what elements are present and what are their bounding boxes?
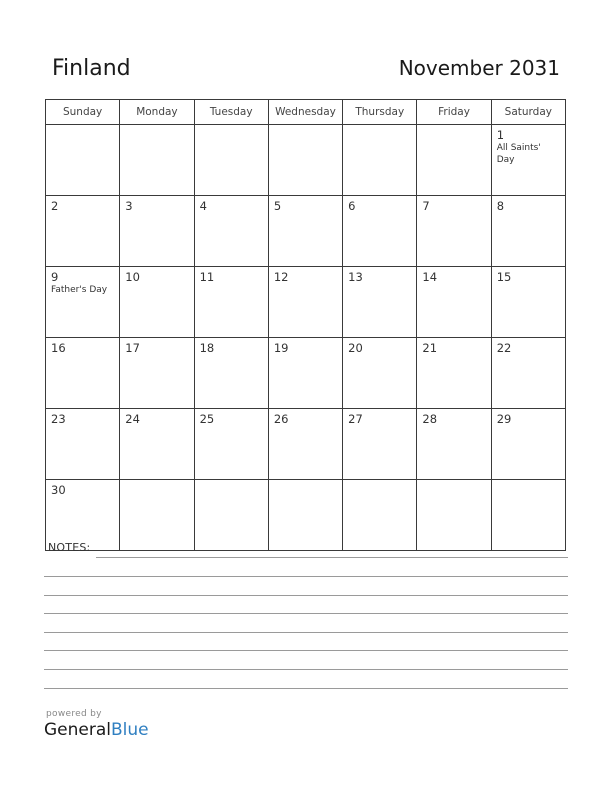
day-cell xyxy=(343,196,417,267)
country-title: Finland xyxy=(52,56,131,81)
day-number: 15 xyxy=(496,270,512,284)
weekday-header: Saturday xyxy=(491,100,565,125)
note-line xyxy=(44,669,568,670)
day-cell xyxy=(120,267,194,338)
day-number: 14 xyxy=(422,270,438,284)
note-line xyxy=(44,688,568,689)
note-line xyxy=(44,613,568,614)
day-number: 19 xyxy=(273,341,289,355)
day-cell xyxy=(268,125,342,196)
day-number: 1 xyxy=(496,128,505,142)
day-number: 27 xyxy=(348,412,363,426)
day-number: 6 xyxy=(348,199,356,213)
day-cell xyxy=(268,267,342,338)
month-title: November 2031 xyxy=(398,56,560,80)
day-cell xyxy=(194,338,268,409)
day-cell xyxy=(417,267,491,338)
day-number: 10 xyxy=(125,270,140,284)
day-number: 24 xyxy=(125,412,140,426)
weekday-header-row xyxy=(46,100,566,125)
day-number: 5 xyxy=(273,199,282,213)
week-row xyxy=(46,125,566,196)
day-cell xyxy=(417,480,491,551)
day-cell xyxy=(268,338,342,409)
day-cell xyxy=(343,480,417,551)
day-cell xyxy=(46,409,120,480)
day-cell xyxy=(491,267,565,338)
note-line xyxy=(44,632,568,633)
day-cell xyxy=(194,267,268,338)
weekday-header: Tuesday xyxy=(194,100,268,125)
day-cell xyxy=(417,196,491,267)
day-cell xyxy=(46,267,120,338)
day-number: 16 xyxy=(51,341,66,355)
day-cell xyxy=(268,196,342,267)
weekday-header: Thursday xyxy=(343,100,417,125)
day-cell xyxy=(46,338,120,409)
day-number: 25 xyxy=(199,412,215,426)
day-number: 22 xyxy=(496,341,512,355)
day-cell xyxy=(46,480,120,551)
day-cell xyxy=(491,409,565,480)
week-row xyxy=(46,338,566,409)
day-number: 8 xyxy=(496,199,505,213)
day-number: 17 xyxy=(125,341,140,355)
week-row xyxy=(46,267,566,338)
day-cell xyxy=(491,196,565,267)
day-cell xyxy=(194,409,268,480)
day-number: 23 xyxy=(51,412,66,426)
day-number: 7 xyxy=(422,199,430,213)
day-number: 29 xyxy=(496,412,512,426)
holiday-label: Father's Day xyxy=(51,285,108,295)
note-line xyxy=(44,595,568,596)
brand-blue: Blue xyxy=(111,720,149,740)
day-number: 11 xyxy=(199,270,215,284)
day-number: 3 xyxy=(125,199,133,213)
day-cell xyxy=(417,338,491,409)
day-cell xyxy=(343,338,417,409)
week-row xyxy=(46,409,566,480)
day-cell xyxy=(120,338,194,409)
note-line xyxy=(96,557,568,558)
day-number: 18 xyxy=(199,341,215,355)
day-number: 12 xyxy=(273,270,289,284)
day-number: 20 xyxy=(348,341,363,355)
note-line xyxy=(44,650,568,651)
day-number: 30 xyxy=(51,483,66,497)
day-number: 21 xyxy=(422,341,438,355)
week-row xyxy=(46,196,566,267)
powered-by-text: powered by xyxy=(46,709,102,719)
weekday-header: Friday xyxy=(417,100,491,125)
day-cell xyxy=(194,196,268,267)
weekday-header: Sunday xyxy=(46,100,120,125)
day-cell xyxy=(417,409,491,480)
brand-general: General xyxy=(44,720,111,740)
day-number: 4 xyxy=(199,199,207,213)
holiday-label: All Saints' Day xyxy=(496,143,541,165)
day-cell xyxy=(46,125,120,196)
notes-label: NOTES: xyxy=(48,541,91,554)
day-cell xyxy=(120,409,194,480)
day-cell xyxy=(194,480,268,551)
day-cell xyxy=(491,338,565,409)
brand-logo xyxy=(44,720,149,740)
day-cell xyxy=(194,125,268,196)
day-cell xyxy=(120,480,194,551)
day-cell xyxy=(491,480,565,551)
day-number: 9 xyxy=(51,270,59,284)
day-number: 13 xyxy=(348,270,363,284)
day-cell xyxy=(343,409,417,480)
calendar-grid xyxy=(45,99,566,551)
day-cell xyxy=(491,125,565,196)
weekday-header: Monday xyxy=(120,100,194,125)
note-line xyxy=(44,576,568,577)
day-number: 2 xyxy=(51,199,59,213)
day-cell xyxy=(343,125,417,196)
day-cell xyxy=(343,267,417,338)
day-cell xyxy=(120,125,194,196)
week-row xyxy=(46,480,566,551)
day-cell xyxy=(46,196,120,267)
day-cell xyxy=(268,409,342,480)
day-cell xyxy=(268,480,342,551)
day-number: 28 xyxy=(422,412,438,426)
day-number: 26 xyxy=(273,412,289,426)
day-cell xyxy=(417,125,491,196)
weekday-header: Wednesday xyxy=(268,100,342,125)
day-cell xyxy=(120,196,194,267)
